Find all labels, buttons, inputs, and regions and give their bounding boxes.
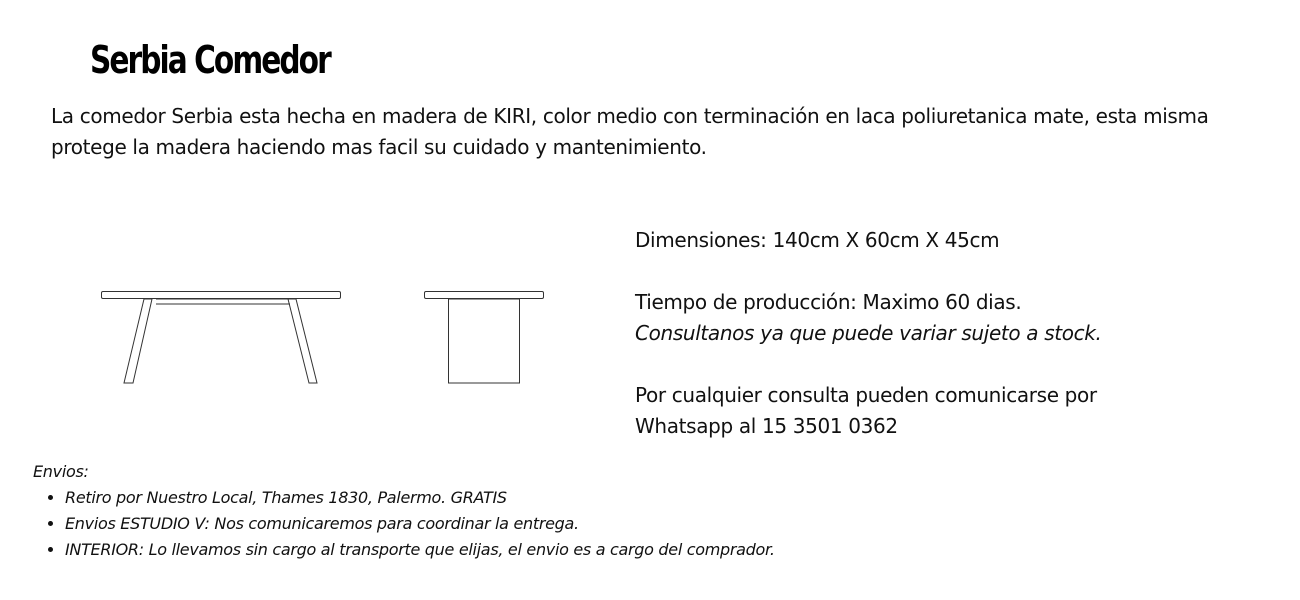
- shipping-section: [33, 459, 933, 563]
- shipping-list: [33, 485, 933, 563]
- table-end-view-drawing: [423, 288, 547, 388]
- contact-text-line2: Whatsapp al 15 3501 0362: [635, 414, 898, 438]
- product-title: Serbia Comedor: [90, 38, 330, 82]
- shipping-item-pickup: • Retiro por Nuestro Local, Thames 1830, Palermo. GRATIS: [65, 485, 933, 511]
- spacer: [635, 256, 1255, 287]
- shipping-title: Envios:: [33, 462, 89, 481]
- shipping-item-interior: • INTERIOR: Lo llevamos sin cargo al transporte que elijas, el envio es a cargo del comprador.: [65, 537, 933, 563]
- shipping-item-studio: • Envios ESTUDIO V: Nos comunicaremos para coordinar la entrega.: [65, 511, 933, 537]
- spacer: [635, 349, 1255, 380]
- dimensions-text: Dimensiones: 140cm X 60cm X 45cm: [635, 228, 1000, 252]
- table-side-view-drawing: [100, 288, 344, 388]
- production-time-text: Tiempo de producción: Maximo 60 dias.: [635, 290, 1022, 314]
- product-description: La comedor Serbia esta hecha en madera de KIRI, color medio con terminación en laca poliuretanica mate, esta misma protege la madera haciendo mas facil su cuidado y mantenimiento.: [51, 104, 1209, 159]
- contact-text-line1: Por cualquier consulta pueden comunicarse por: [635, 383, 1097, 407]
- product-specs: [635, 225, 1255, 442]
- stock-note-text: Consultanos ya que puede variar sujeto a stock.: [635, 321, 1102, 345]
